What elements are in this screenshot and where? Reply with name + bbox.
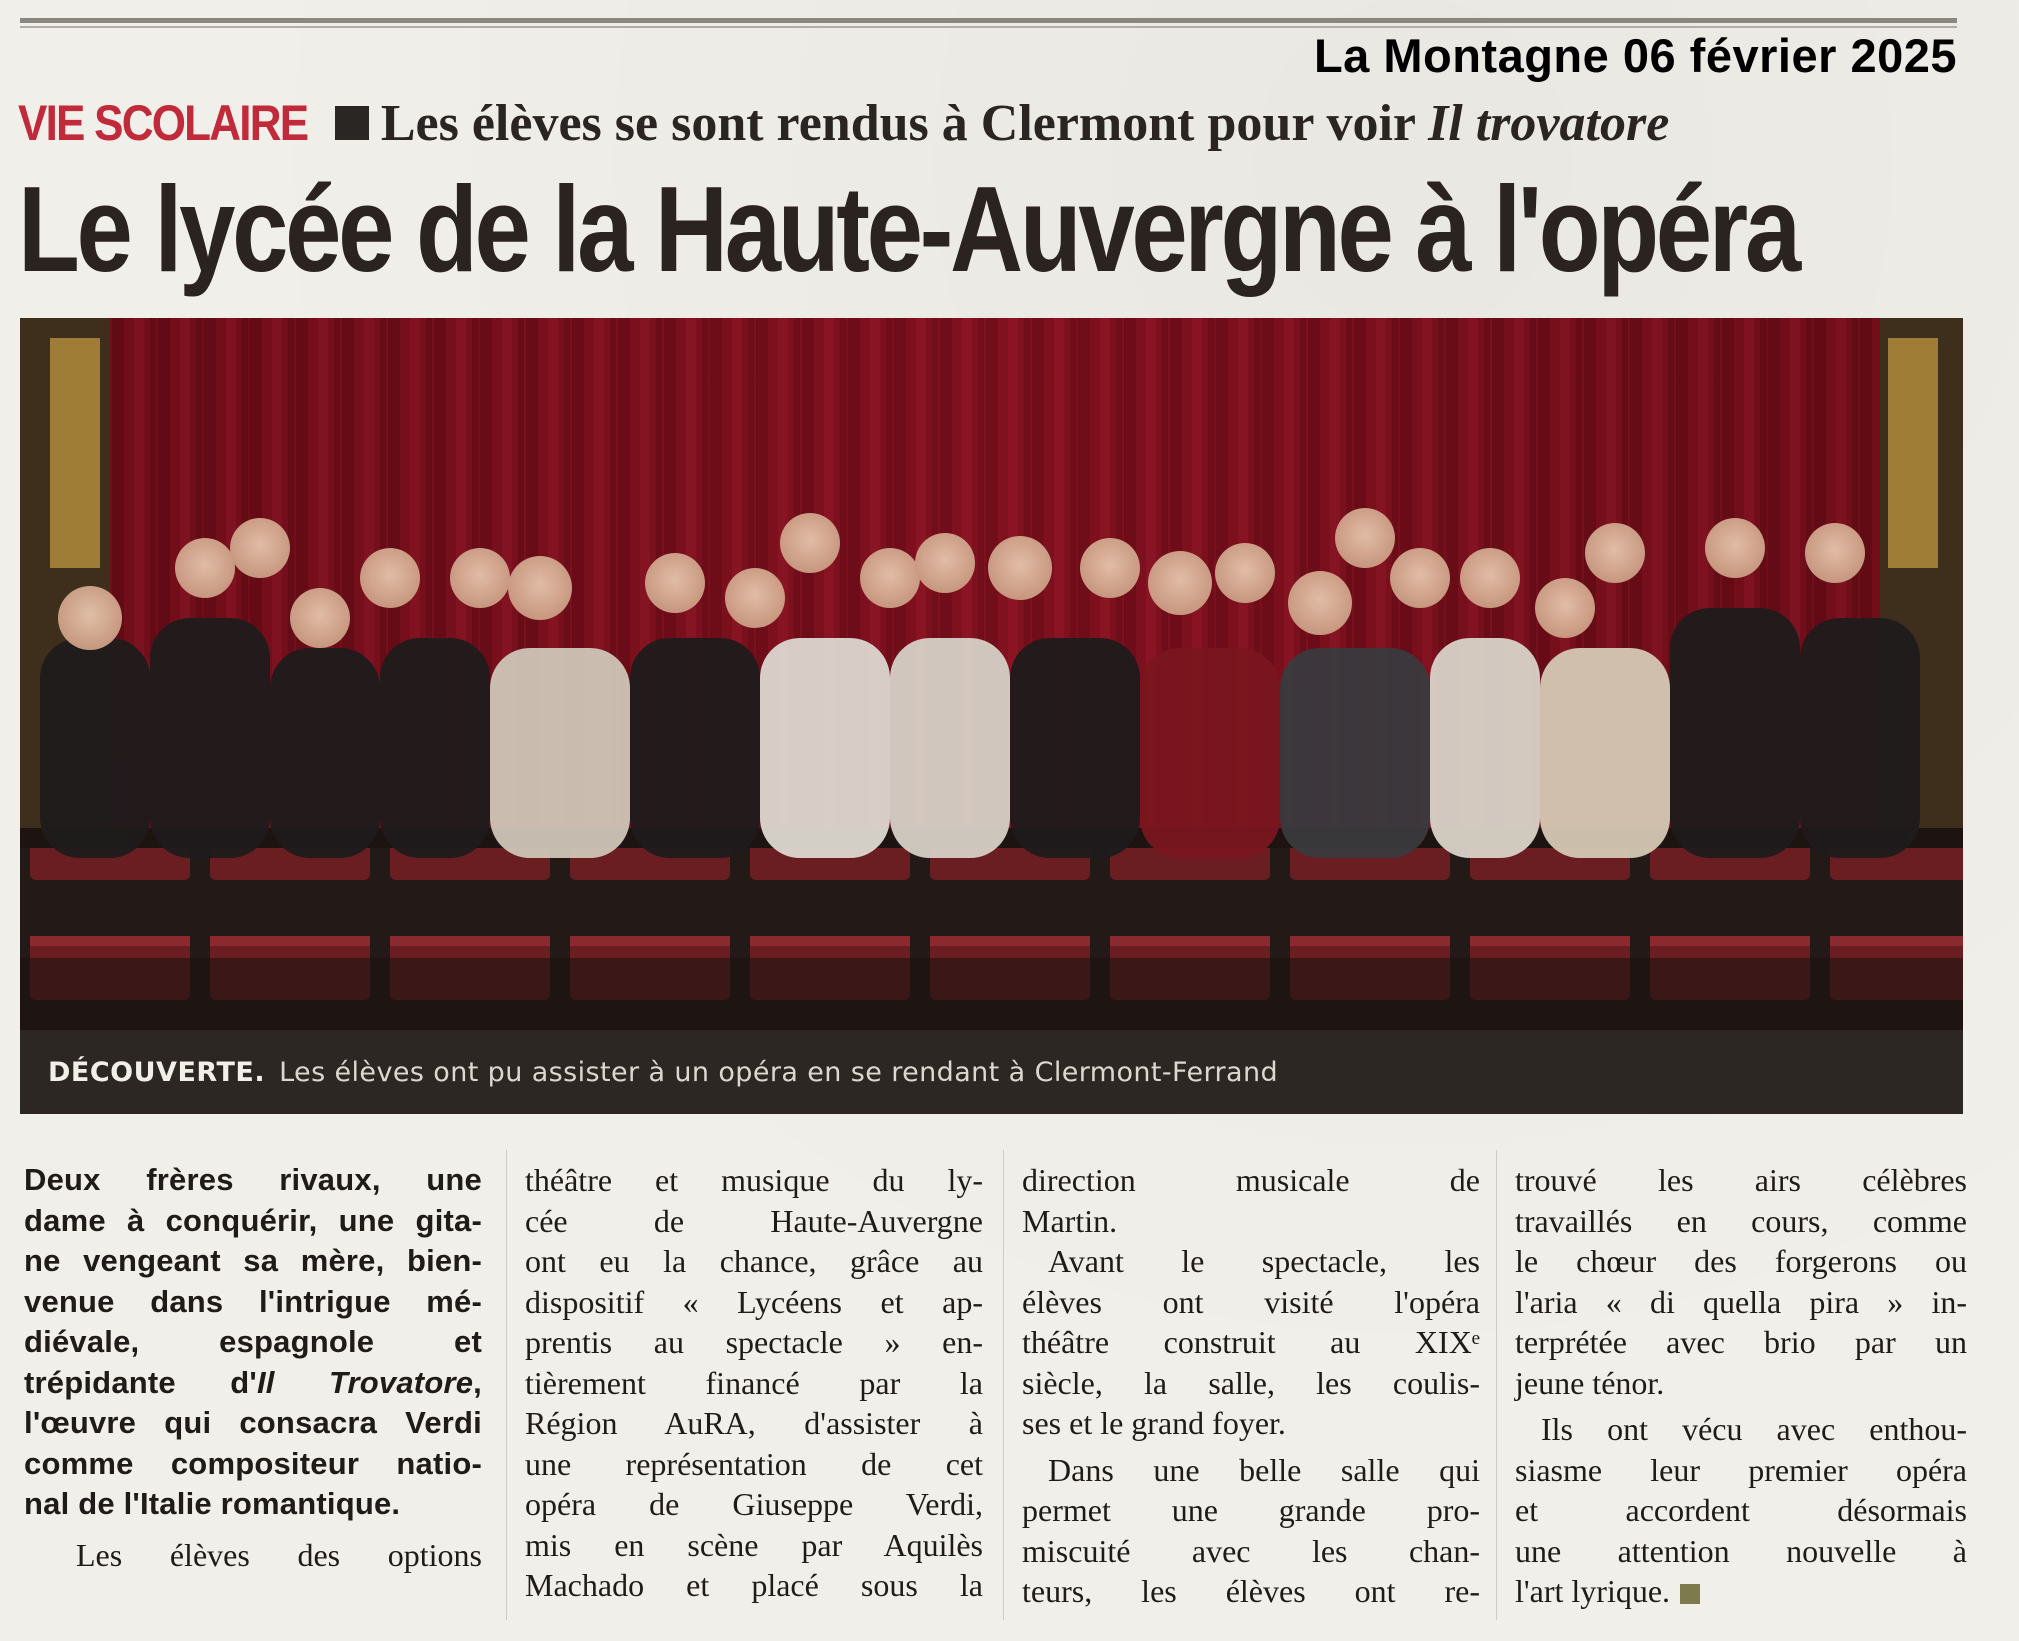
text-line-final [1515, 1571, 1967, 1612]
article-column-4 [1515, 1160, 1967, 1612]
article-photo [20, 318, 1963, 1114]
text-line: prentis au spectacle » en- [525, 1324, 983, 1360]
text-fragment: l'art lyrique. [1515, 1573, 1671, 1609]
text-line: teurs, les élèves ont re- [1022, 1573, 1480, 1609]
text-line: siasme leur premier opéra [1515, 1451, 1967, 1488]
text-line: une représentation de cet [525, 1445, 983, 1482]
top-rule [20, 18, 1957, 23]
source-date: La Montagne 06 février 2025 [1313, 29, 1957, 82]
text-line: élèves ont visité l'opéra [1022, 1283, 1480, 1320]
text-line: Ils ont vécu avec enthou- [1541, 1411, 1967, 1447]
text-line: Avant le spectacle, les [1048, 1243, 1480, 1279]
headline: Le lycée de la Haute-Auvergne à l'opéra [18, 161, 1798, 297]
text-line: Région AuRA, d'assister à [525, 1405, 983, 1441]
opera-title: Il Trovatore [256, 1364, 474, 1400]
text-line: théâtre construit au XIXᵉ [1022, 1324, 1480, 1360]
text-line: mis en scène par Aquilès [525, 1526, 983, 1563]
text-line: le chœur des forgerons ou [1515, 1243, 1967, 1279]
text-fragment: , [473, 1364, 482, 1400]
text-line-with-title [24, 1363, 482, 1404]
column-rule [1496, 1150, 1497, 1620]
text-line: Les élèves des options [76, 1536, 482, 1573]
text-line: ont eu la chance, grâce au [525, 1243, 983, 1279]
kicker-row [18, 92, 1669, 154]
text-line: une attention nouvelle à [1515, 1532, 1967, 1569]
text-line: siècle, la salle, les coulis- [1022, 1364, 1480, 1401]
text-line: miscuité avec les chan- [1022, 1532, 1480, 1569]
article-column-1 [24, 1160, 482, 1575]
text-line: Deux frères rivaux, une [24, 1162, 482, 1197]
text-line: terprétée avec brio par un [1515, 1324, 1967, 1360]
article-lead [24, 1160, 482, 1525]
text-line: comme compositeur natio- [24, 1445, 482, 1481]
text-line: opéra de Giuseppe Verdi, [525, 1486, 983, 1522]
column-rule [506, 1150, 507, 1620]
article-column-3 [1022, 1160, 1480, 1612]
text-line: tièrement financé par la [525, 1364, 983, 1401]
column-rule [1003, 1150, 1004, 1620]
text-line: ses et le grand foyer. [1022, 1405, 1286, 1441]
text-line: dame à conquérir, une gita- [24, 1202, 482, 1238]
section-kicker: VIE SCOLAIRE [18, 95, 308, 151]
subhead-text: Les élèves se sont rendus à Clermont pour voir [380, 94, 1429, 152]
caption-text: Les élèves ont pu assister à un opéra en se rendant à Clermont-Ferrand [279, 1056, 1279, 1088]
text-line: trouvé les airs célèbres [1515, 1162, 1967, 1198]
text-line: jeune ténor. [1515, 1364, 1665, 1401]
text-line: dispositif « Lycéens et ap- [525, 1283, 983, 1320]
end-of-article-mark [1680, 1584, 1700, 1604]
photo-caption [20, 1030, 1963, 1114]
text-line: ne vengeant sa mère, bien- [24, 1243, 482, 1278]
kicker-separator-square [335, 106, 369, 140]
subhead-opera-title: Il trovatore [1428, 94, 1670, 152]
text-fragment: trépidante d' [24, 1364, 257, 1400]
caption-label: DÉCOUVERTE. [48, 1056, 266, 1088]
text-line: venue dans l'intrigue mé- [24, 1283, 482, 1319]
text-line: permet une grande pro- [1022, 1492, 1480, 1528]
text-line: direction musicale de [1022, 1162, 1480, 1198]
article-column-2 [525, 1160, 983, 1606]
group-photo-image [20, 318, 1963, 1030]
text-line: l'œuvre qui consacra Verdi [24, 1405, 482, 1440]
text-line: diévale, espagnole et [24, 1324, 482, 1359]
text-line: Martin. [1022, 1202, 1118, 1239]
text-line: théâtre et musique du ly- [525, 1162, 983, 1198]
subheadline [381, 94, 1669, 153]
text-line: cée de Haute-Auvergne [525, 1202, 983, 1239]
text-line: nal de l'Italie romantique. [24, 1486, 401, 1521]
text-line: et accordent désormais [1515, 1492, 1967, 1528]
text-line: l'aria « di quella pira » in- [1515, 1283, 1967, 1320]
text-line: travaillés en cours, comme [1515, 1202, 1967, 1239]
text-line: Dans une belle salle qui [1048, 1451, 1480, 1488]
text-line: Machado et placé sous la [525, 1567, 983, 1603]
